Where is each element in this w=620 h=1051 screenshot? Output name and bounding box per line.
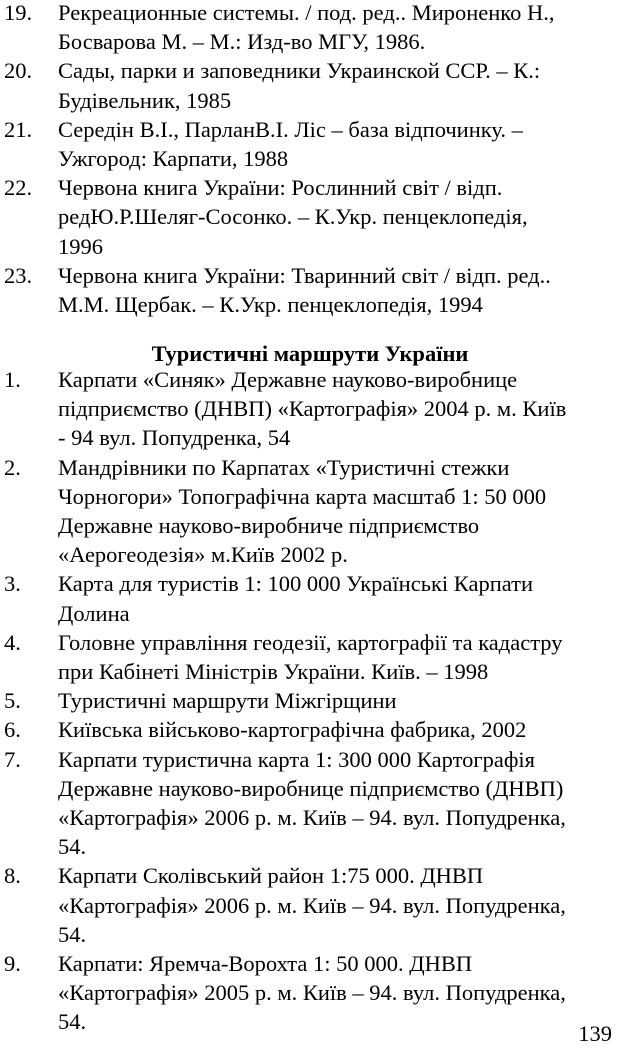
item-text: Середін В.І., ПарланВ.І. Ліс – база відпочинку. – Ужгород: Карпати, 1988 [58,116,523,172]
item-number: 7. [4,746,21,772]
item-number: 21. [4,116,33,142]
item-text: Червона книга України: Рослинний світ / відп. редЮ.Р.Шеляг-Сосонко. – К.Укр. пенцеклопедія, 1996 [58,175,528,259]
item-text: Карпати Сколівський район 1:75 000. ДНВП «Картографія» 2006 р. м. Київ – 94. вул. Попудренка, 54. [58,863,566,947]
item-text: Червона книга України: Тваринний світ / відп. ред.. М.М. Щербак. – К.Укр. пенцеклопедія, 1994 [58,262,551,318]
item-text: Карпати: Яремча-Ворохта 1: 50 000. ДНВП «Картографія» 2005 р. м. Київ – 94. вул. Попудренка, 54. [58,951,566,1035]
list-item [4,261,616,319]
list-item [4,745,616,862]
page-number: 139 [578,1021,612,1046]
list-item [4,949,616,1037]
list-item [4,628,616,686]
list-item [4,715,616,744]
list-item [4,861,616,949]
item-text: Туристичні маршрути Міжгірщини [58,688,397,714]
item-number: 22. [4,175,33,201]
item-number: 1. [4,367,21,392]
item-number: 9. [4,951,21,977]
item-text: Рекреационные системы. / под. ред.. Мироненко Н., Босварова М. – М.: Изд-во МГУ, 1986. [58,0,555,55]
bibliography-list [4,0,616,319]
item-text: Сады, парки и заповедники Украинской ССР. – К.: Будівельник, 1985 [58,58,541,113]
section-heading: Туристичні маршрути України [151,341,469,366]
list-item [4,173,616,261]
list-item [4,56,616,114]
list-item [4,453,616,570]
item-number: 8. [4,863,21,889]
list-item [4,115,616,173]
list-item [4,569,616,627]
item-text: Карпати туристична карта 1: 300 000 Картографія Державне науково-виробнице підприємство (ДНВП) «Картографія» 2006 р. м. Київ – 94. вул. Попудренка, 54. [58,746,566,860]
item-number: 6. [4,717,21,743]
item-text: Київська військово-картографічна фабрика, 2002 [58,717,527,743]
item-number: 3. [4,571,21,597]
list-item [4,365,616,453]
item-number: 20. [4,58,33,84]
item-number: 2. [4,454,21,480]
item-text: Мандрівники по Карпатах «Туристичні стежки Чорногори» Топографічна карта масштаб 1: 50 000 Державне науково-виробниче підприємство «Аерогеодезія» м.Київ 2002 р. [58,454,547,568]
routes-list [4,365,616,1037]
item-text: Головне управління геодезії, картографії та кадастру при Кабінеті Міністрів України. Київ. – 1998 [58,629,563,685]
list-item [4,686,616,715]
item-text: Карпати «Синяк» Державне науково-виробнице підприємство (ДНВП) «Картографія» 2004 р. м. Київ - 94 вул. Попудренка, 54 [58,367,567,451]
item-number: 5. [4,688,21,714]
item-text: Карта для туристів 1: 100 000 Українські Карпати Долина [58,571,534,626]
item-number: 23. [4,262,33,288]
item-number: 4. [4,629,21,655]
list-item [4,0,616,56]
item-number: 19. [4,0,33,25]
